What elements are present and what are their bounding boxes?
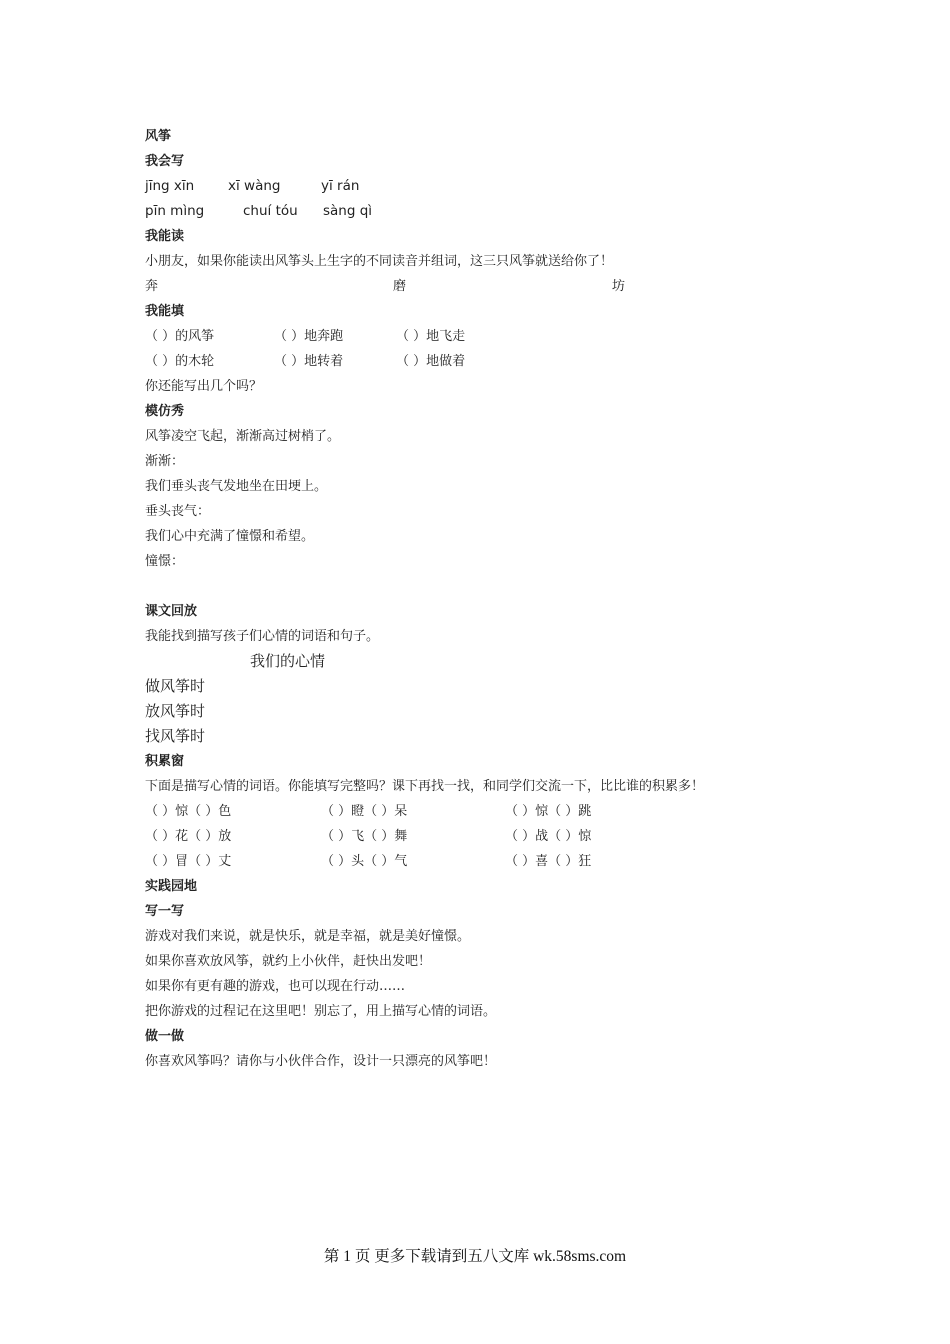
practice-line: 如果你喜欢放风筝，就约上小伙伴，赶快出发吧！ xyxy=(145,954,432,969)
fill-row-2 xyxy=(145,349,805,374)
idiom-row-3 xyxy=(145,849,805,874)
pinyin-item: pīn mìng xyxy=(145,203,205,219)
section-heading-read: 我能读 xyxy=(145,229,185,244)
read-chars-row xyxy=(145,274,805,299)
read-char: 坊 xyxy=(612,279,626,294)
idiom-item: （ ）头（ ）气 xyxy=(321,854,408,869)
idiom-row-2 xyxy=(145,824,805,849)
fill-more-question: 你还能写出几个吗？ xyxy=(145,379,263,394)
section-heading-write: 我会写 xyxy=(145,154,185,169)
fill-item: （ ）的木轮 xyxy=(145,354,215,369)
subheading-do: 做一做 xyxy=(145,1029,185,1044)
read-char: 磨 xyxy=(393,279,407,294)
fill-item: （ ）的风筝 xyxy=(145,329,215,344)
section-heading-practice: 实践园地 xyxy=(145,879,198,894)
pinyin-item: yī rán xyxy=(321,178,360,194)
review-center-title: 我们的心情 xyxy=(250,652,326,670)
imitate-line: 风筝凌空飞起，渐渐高过树梢了。 xyxy=(145,429,341,444)
idiom-item: （ ）冒（ ）丈 xyxy=(145,854,232,869)
section-heading-review: 课文回放 xyxy=(145,604,198,619)
practice-line: 如果你有更有趣的游戏，也可以现在行动…… xyxy=(145,979,406,994)
practice-line: 游戏对我们来说，就是快乐，就是幸福，就是美好憧憬。 xyxy=(145,929,471,944)
pinyin-item: jīng xīn xyxy=(145,178,195,194)
review-instruction: 我能找到描写孩子们心情的词语和句子。 xyxy=(145,629,380,644)
fill-item: （ ）地飞走 xyxy=(396,329,466,344)
read-instruction: 小朋友，如果你能读出风筝头上生字的不同读音并组词，这三只风筝就送给你了！ xyxy=(145,254,614,269)
subheading-write: 写一写 xyxy=(145,904,185,919)
doc-title: 风筝 xyxy=(145,129,172,144)
fill-item: （ ）地转着 xyxy=(274,354,344,369)
fill-item: （ ）地奔跑 xyxy=(274,329,344,344)
idiom-item: （ ）战（ ）惊 xyxy=(505,829,592,844)
pinyin-item: sàng qì xyxy=(323,203,373,219)
idiom-item: （ ）喜（ ）狂 xyxy=(505,854,592,869)
accumulate-instruction: 下面是描写心情的词语。你能填写完整吗？课下再找一找，和同学们交流一下，比比谁的积累多！ xyxy=(145,779,705,794)
idiom-item: （ ）瞪（ ）呆 xyxy=(321,804,408,819)
document-body xyxy=(145,124,805,1074)
idiom-row-1 xyxy=(145,799,805,824)
idiom-item: （ ）花（ ）放 xyxy=(145,829,232,844)
idiom-item: （ ）飞（ ）舞 xyxy=(321,829,408,844)
imitate-line: 我们心中充满了憧憬和希望。 xyxy=(145,529,315,544)
fill-row-1 xyxy=(145,324,805,349)
pinyin-item: xī wàng xyxy=(228,178,281,194)
pinyin-item: chuí tóu xyxy=(243,203,298,219)
spacer xyxy=(145,574,805,599)
section-heading-imitate: 模仿秀 xyxy=(145,404,185,419)
review-item: 放风筝时 xyxy=(145,702,206,720)
section-heading-fill: 我能填 xyxy=(145,304,185,319)
review-item: 做风筝时 xyxy=(145,677,206,695)
page-footer: 第 1 页 更多下载请到五八文库 wk.58sms.com xyxy=(323,1248,627,1265)
pinyin-row-1 xyxy=(145,174,805,199)
imitate-line: 我们垂头丧气发地坐在田埂上。 xyxy=(145,479,328,494)
idiom-item: （ ）惊（ ）跳 xyxy=(505,804,592,819)
review-item: 找风筝时 xyxy=(145,727,206,745)
imitate-line: 渐渐： xyxy=(145,454,185,469)
idiom-item: （ ）惊（ ）色 xyxy=(145,804,232,819)
imitate-line: 垂头丧气： xyxy=(145,504,211,519)
imitate-line: 憧憬： xyxy=(145,554,185,569)
fill-item: （ ）地做着 xyxy=(396,354,466,369)
pinyin-row-2 xyxy=(145,199,805,224)
practice-last-line: 你喜欢风筝吗？请你与小伙伴合作，设计一只漂亮的风筝吧！ xyxy=(145,1054,497,1069)
section-heading-accumulate: 积累窗 xyxy=(145,754,185,769)
read-char: 奔 xyxy=(145,279,159,294)
practice-line: 把你游戏的过程记在这里吧！别忘了，用上描写心情的词语。 xyxy=(145,1004,497,1019)
